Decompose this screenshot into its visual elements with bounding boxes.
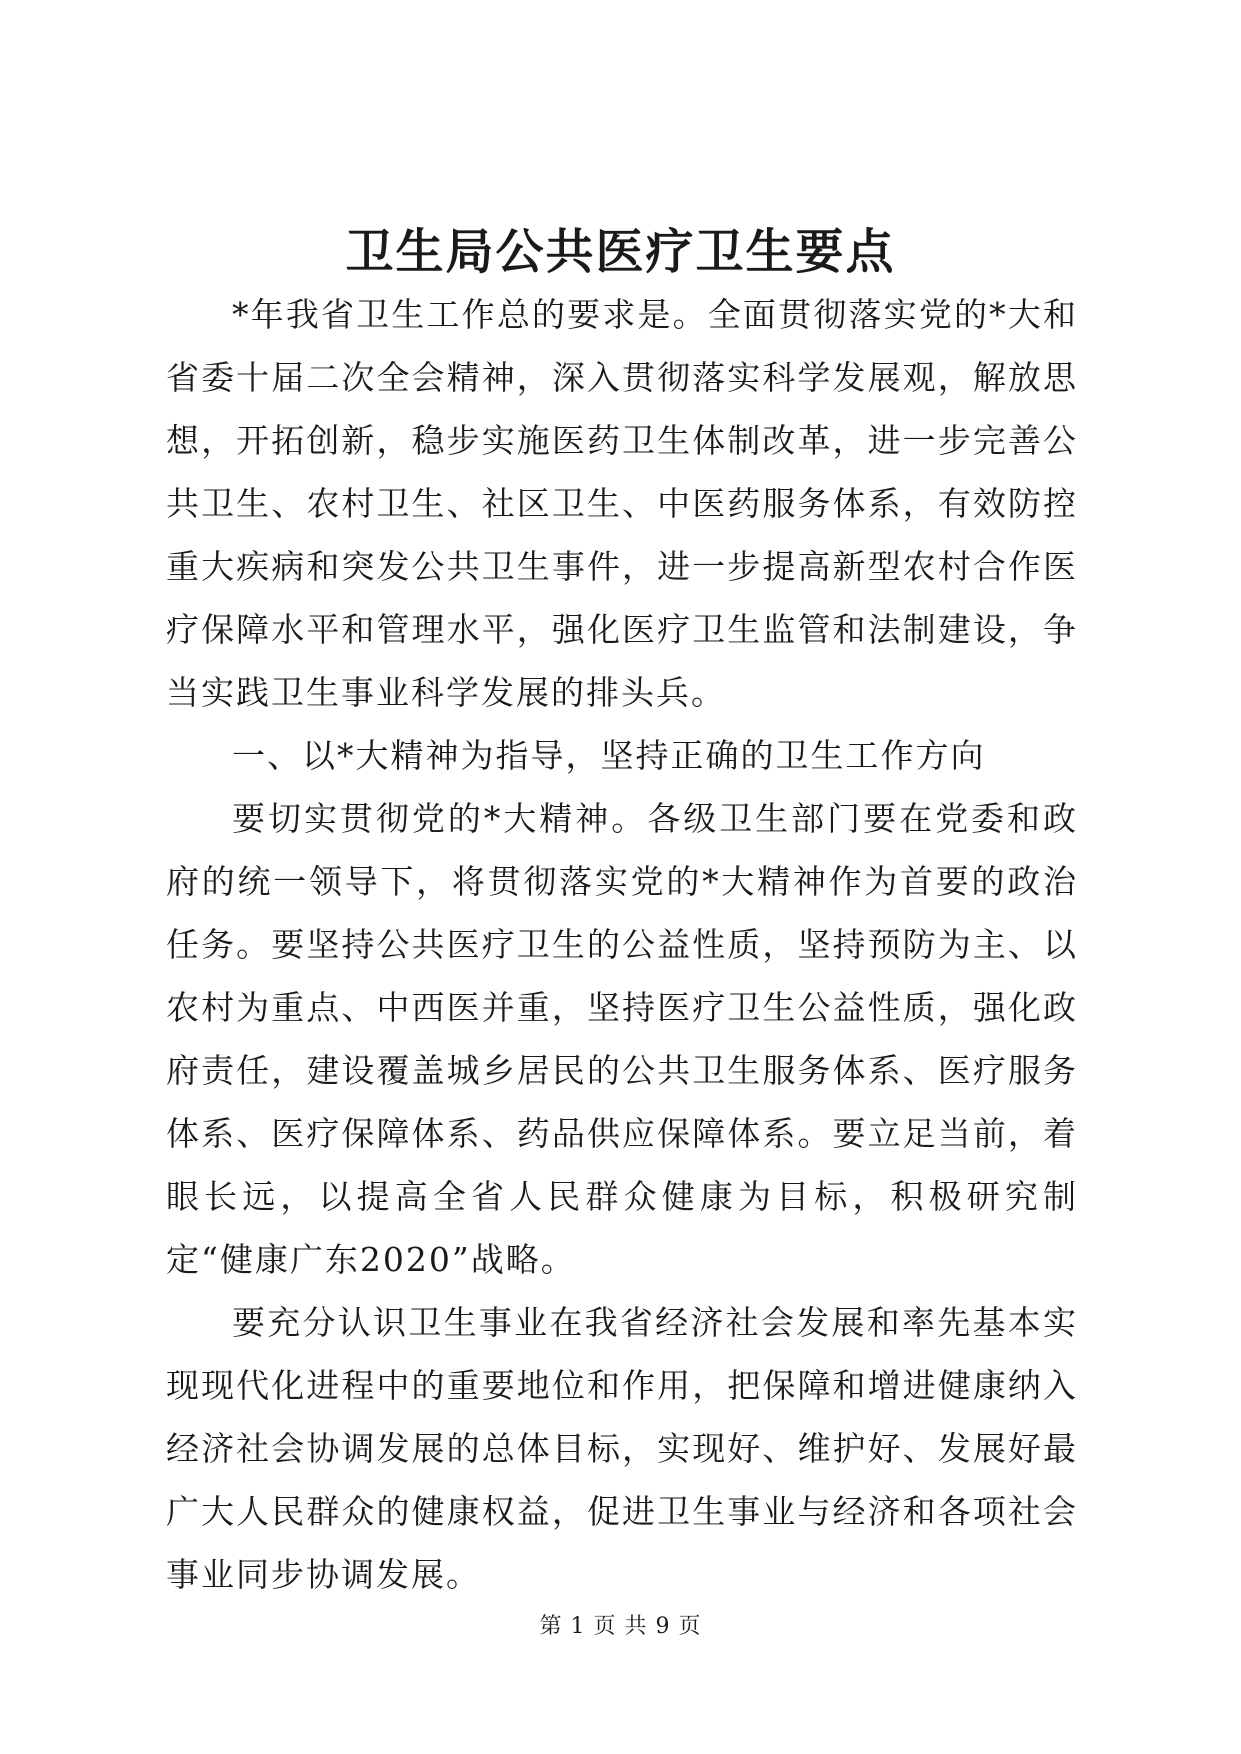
document-body <box>166 283 1078 1606</box>
paragraph-intro: *年我省卫生工作总的要求是。全面贯彻落实党的*大和省委十届二次全会精神，深入贯彻落实科学发展观，解放思想，开拓创新，稳步实施医药卫生体制改革，进一步完善公共卫生、农村卫生、社区卫生、中医药服务体系，有效防控重大疾病和突发公共卫生事件，进一步提高新型农村合作医疗保障水平和管理水平，强化医疗卫生监管和法制建设，争当实践卫生事业科学发展的排头兵。 <box>166 295 1078 712</box>
page-number-footer: 第 1 页 共 9 页 <box>539 1614 702 1639</box>
paragraph-section-1a: 要切实贯彻党的*大精神。各级卫生部门要在党委和政府的统一领导下，将贯彻落实党的*大精神作为首要的政治任务。要坚持公共医疗卫生的公益性质，坚持预防为主、以农村为重点、中西医并重，坚持医疗卫生公益性质，强化政府责任，建设覆盖城乡居民的公共卫生服务体系、医疗服务体系、医疗保障体系、药品供应保障体系。要立足当前，着眼长远，以提高全省人民群众健康为目标，积极研究制定“健康广东2020”战略。 <box>166 799 1078 1279</box>
document-title: 卫生局公共医疗卫生要点 <box>345 224 896 280</box>
section-heading-1: 一、以*大精神为指导，坚持正确的卫生工作方向 <box>232 736 986 775</box>
paragraph-section-1b: 要充分认识卫生事业在我省经济社会发展和率先基本实现现代化进程中的重要地位和作用，把保障和增进健康纳入经济社会协调发展的总体目标，实现好、维护好、发展好最广大人民群众的健康权益，促进卫生事业与经济和各项社会事业同步协调发展。 <box>166 1303 1078 1594</box>
